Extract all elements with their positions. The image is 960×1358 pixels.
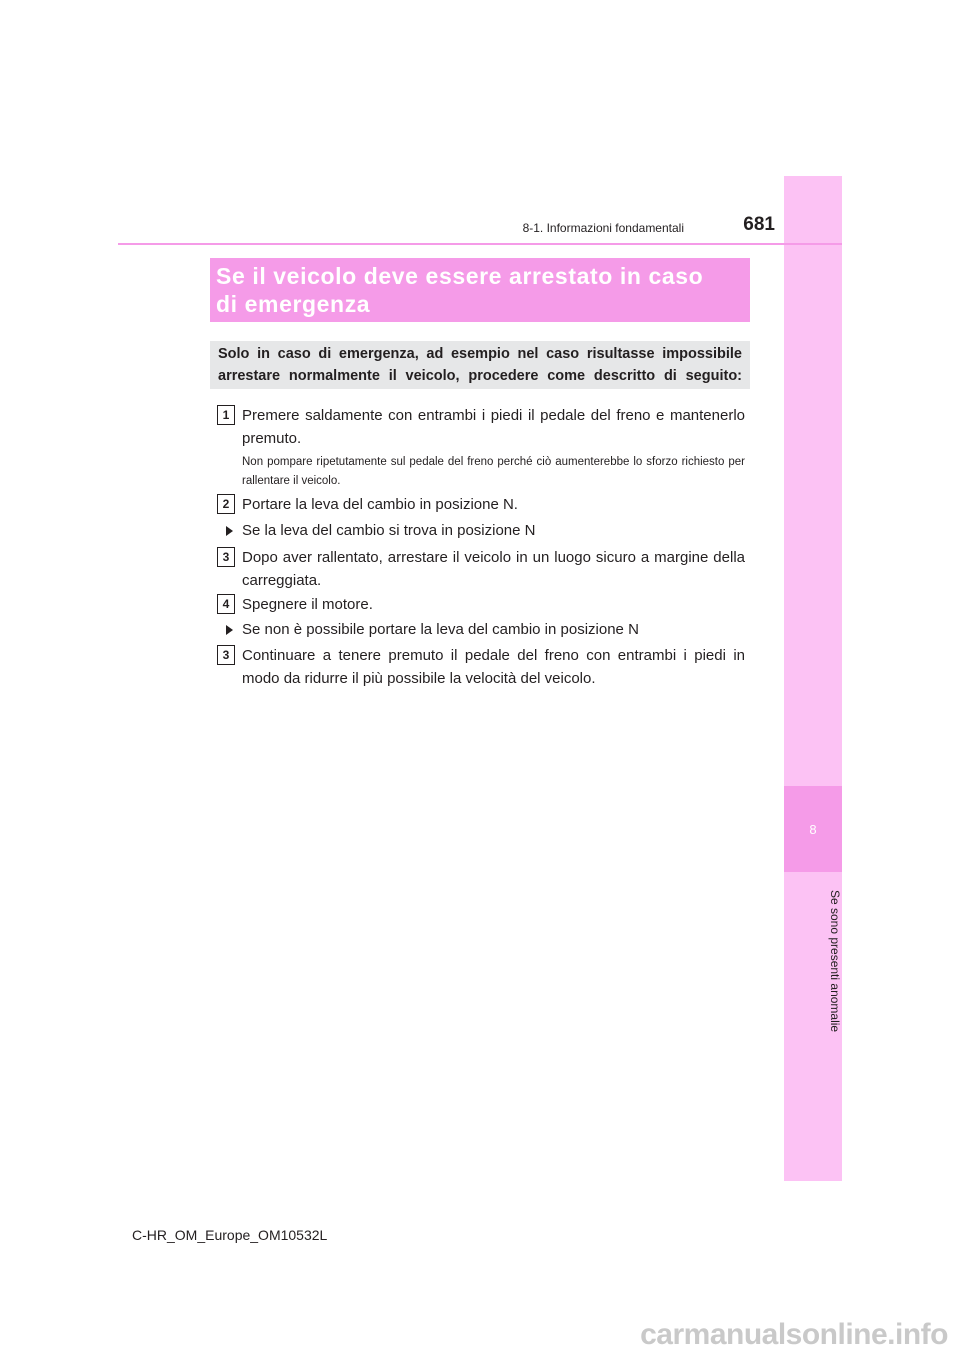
watermark: carmanualsonline.info (640, 1318, 948, 1351)
step-text: Dopo aver rallentato, arrestare il veicolo in un luogo sicuro a margine della carreggiata. (242, 549, 745, 589)
title-line-2: di emergenza (216, 291, 371, 317)
step-number: 3 (217, 547, 235, 567)
condition-item (226, 620, 639, 640)
step-text: Continuare a tenere premuto il pedale del freno con entrambi i piedi in modo da ridurre il più possibile la velocità del veicolo. (242, 647, 745, 687)
chapter-label (786, 881, 842, 1041)
step-text: Premere saldamente con entrambi i piedi il pedale del freno e mantenerlo premuto. (242, 407, 745, 447)
step-number: 2 (217, 494, 235, 514)
chapter-label-text: Se sono presenti anomalie (828, 889, 842, 1033)
step-note: Non pompare ripetutamente sul pedale del freno perché ciò aumenterebbe lo sforzo richiesto per rallentare il veicolo. (242, 456, 745, 487)
document-code: C-HR_OM_Europe_OM10532L (132, 1227, 328, 1243)
intro-line-2: arrestare normalmente il veicolo, procedere come descritto di seguito: (218, 368, 742, 384)
step-text: Spegnere il motore. (242, 596, 373, 613)
step-number: 3 (217, 645, 235, 665)
page-number: 681 (743, 214, 775, 235)
step-text: Portare la leva del cambio in posizione N. (242, 496, 518, 513)
page-title (210, 258, 750, 322)
intro-line-1: Solo in caso di emergenza, ad esempio nel caso risultasse impossibile (218, 346, 742, 362)
condition-text: Se la leva del cambio si trova in posizione N (242, 522, 536, 539)
condition-item (226, 521, 535, 541)
triangle-bullet-icon (226, 526, 233, 536)
title-line-1: Se il veicolo deve essere arrestato in caso (216, 263, 704, 289)
step-number: 1 (217, 405, 235, 425)
section-title: 8-1. Informazioni fondamentali (522, 221, 684, 235)
step-number: 4 (217, 594, 235, 614)
header-divider (118, 243, 842, 245)
intro-box (210, 341, 750, 389)
condition-text: Se non è possibile portare la leva del cambio in posizione N (242, 621, 639, 638)
triangle-bullet-icon (226, 625, 233, 635)
chapter-number: 8 (784, 786, 842, 872)
